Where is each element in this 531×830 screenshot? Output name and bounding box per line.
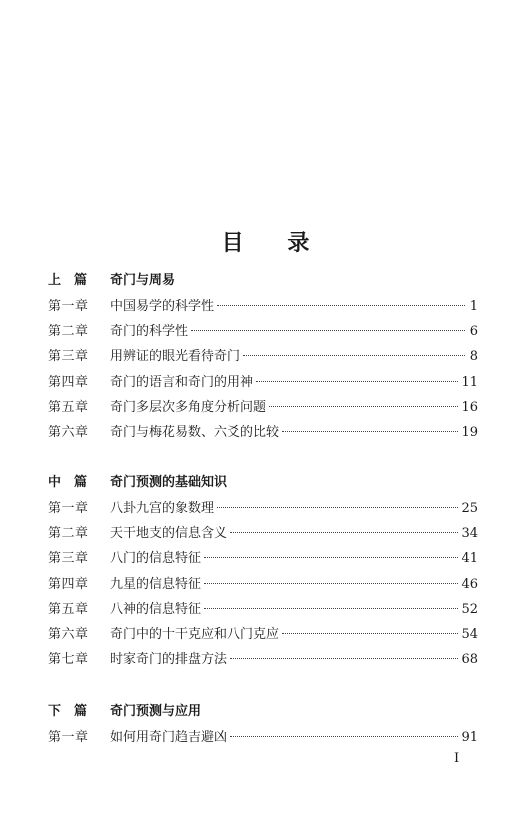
toc-entry[interactable] [48, 725, 478, 750]
dot-leader [230, 736, 458, 737]
part-label-second: 篇 [74, 704, 88, 719]
dot-leader [204, 608, 458, 609]
dot-leader [269, 406, 458, 407]
toc-entry[interactable] [48, 395, 478, 420]
chapter-number: 第七章 [48, 652, 89, 668]
toc-entry[interactable] [48, 319, 478, 344]
toc-entry[interactable] [48, 420, 478, 445]
chapter-title: 奇门与梅花易数、六爻的比较 [110, 424, 280, 440]
part-label-first: 上 [48, 273, 62, 288]
dot-leader [191, 330, 465, 331]
page-number: 68 [461, 652, 478, 668]
page-number: 54 [461, 626, 478, 642]
chapter-title: 用辨证的眼光看待奇门 [110, 349, 241, 365]
toc-entries [48, 294, 478, 445]
part-label [48, 699, 110, 725]
toc-entries [48, 496, 478, 672]
dot-leader [282, 633, 458, 634]
dot-leader [204, 557, 458, 558]
chapter-number: 第五章 [48, 399, 89, 415]
dot-leader [230, 658, 458, 659]
dot-leader [230, 532, 458, 533]
part-label-second: 篇 [74, 475, 88, 490]
chapter-number: 第一章 [48, 730, 89, 745]
page-number: 46 [461, 576, 478, 592]
page-number: 41 [461, 551, 478, 567]
toc-entry[interactable] [48, 344, 478, 369]
toc-entries [48, 725, 478, 750]
part-label-second: 篇 [74, 273, 88, 288]
dot-leader [256, 381, 458, 382]
part-section-3 [48, 699, 478, 750]
page-number: 25 [461, 501, 478, 516]
part-section-1 [48, 268, 478, 445]
chapter-number: 第四章 [48, 374, 89, 390]
chapter-number: 第一章 [48, 501, 89, 516]
toc-title: 目 录 [221, 231, 328, 256]
part-section-2 [48, 470, 478, 672]
page-number: 52 [461, 601, 478, 617]
chapter-title: 奇门中的十干克应和八门克应 [110, 626, 280, 642]
part-name: 奇门与周易 [110, 273, 176, 288]
toc-entry[interactable] [48, 622, 478, 647]
chapter-title: 中国易学的科学性 [110, 299, 215, 314]
chapter-number: 第二章 [48, 324, 89, 340]
chapter-title: 奇门的语言和奇门的用神 [110, 374, 254, 390]
part-heading [48, 699, 478, 725]
page-number: 91 [461, 730, 478, 745]
chapter-number: 第三章 [48, 551, 89, 567]
toc-entry[interactable] [48, 647, 478, 672]
toc-entry[interactable] [48, 370, 478, 395]
toc-entry[interactable] [48, 496, 478, 521]
chapter-number: 第五章 [48, 601, 89, 617]
page-number: 6 [469, 324, 478, 340]
part-label [48, 268, 110, 294]
page-number: 1 [469, 299, 478, 314]
toc-entry[interactable] [48, 294, 478, 319]
chapter-title: 八门的信息特征 [110, 551, 202, 567]
part-heading [48, 470, 478, 496]
chapter-number: 第三章 [48, 349, 89, 365]
page-number: 8 [469, 349, 478, 365]
chapter-number: 第六章 [48, 424, 89, 440]
part-heading [48, 268, 478, 294]
toc-entry[interactable] [48, 597, 478, 622]
chapter-number: 第六章 [48, 626, 89, 642]
page-folio: I [454, 751, 460, 766]
chapter-title: 九星的信息特征 [110, 576, 202, 592]
toc-entry[interactable] [48, 546, 478, 571]
chapter-title: 奇门的科学性 [110, 324, 189, 340]
page-number: 11 [461, 374, 478, 390]
dot-leader [243, 355, 465, 356]
toc-entry[interactable] [48, 521, 478, 546]
dot-leader [217, 305, 465, 306]
chapter-title: 八神的信息特征 [110, 601, 202, 617]
part-label-first: 中 [48, 475, 62, 490]
chapter-title: 时家奇门的排盘方法 [110, 652, 228, 668]
part-label-first: 下 [48, 704, 62, 719]
dot-leader [217, 507, 458, 508]
chapter-number: 第四章 [48, 576, 89, 592]
dot-leader [204, 583, 458, 584]
chapter-title: 奇门多层次多角度分析问题 [110, 399, 267, 415]
page-number: 19 [461, 424, 478, 440]
toc-entry[interactable] [48, 572, 478, 597]
chapter-title: 天干地支的信息含义 [110, 526, 228, 542]
page-number: 16 [461, 399, 478, 415]
part-label [48, 470, 110, 496]
chapter-title: 八卦九宫的象数理 [110, 501, 215, 516]
chapter-number: 第一章 [48, 299, 89, 314]
dot-leader [282, 431, 458, 432]
page-number: 34 [461, 526, 478, 542]
part-name: 奇门预测的基础知识 [110, 475, 228, 490]
part-name: 奇门预测与应用 [110, 704, 202, 719]
chapter-title: 如何用奇门趋吉避凶 [110, 730, 228, 745]
chapter-number: 第二章 [48, 526, 89, 542]
